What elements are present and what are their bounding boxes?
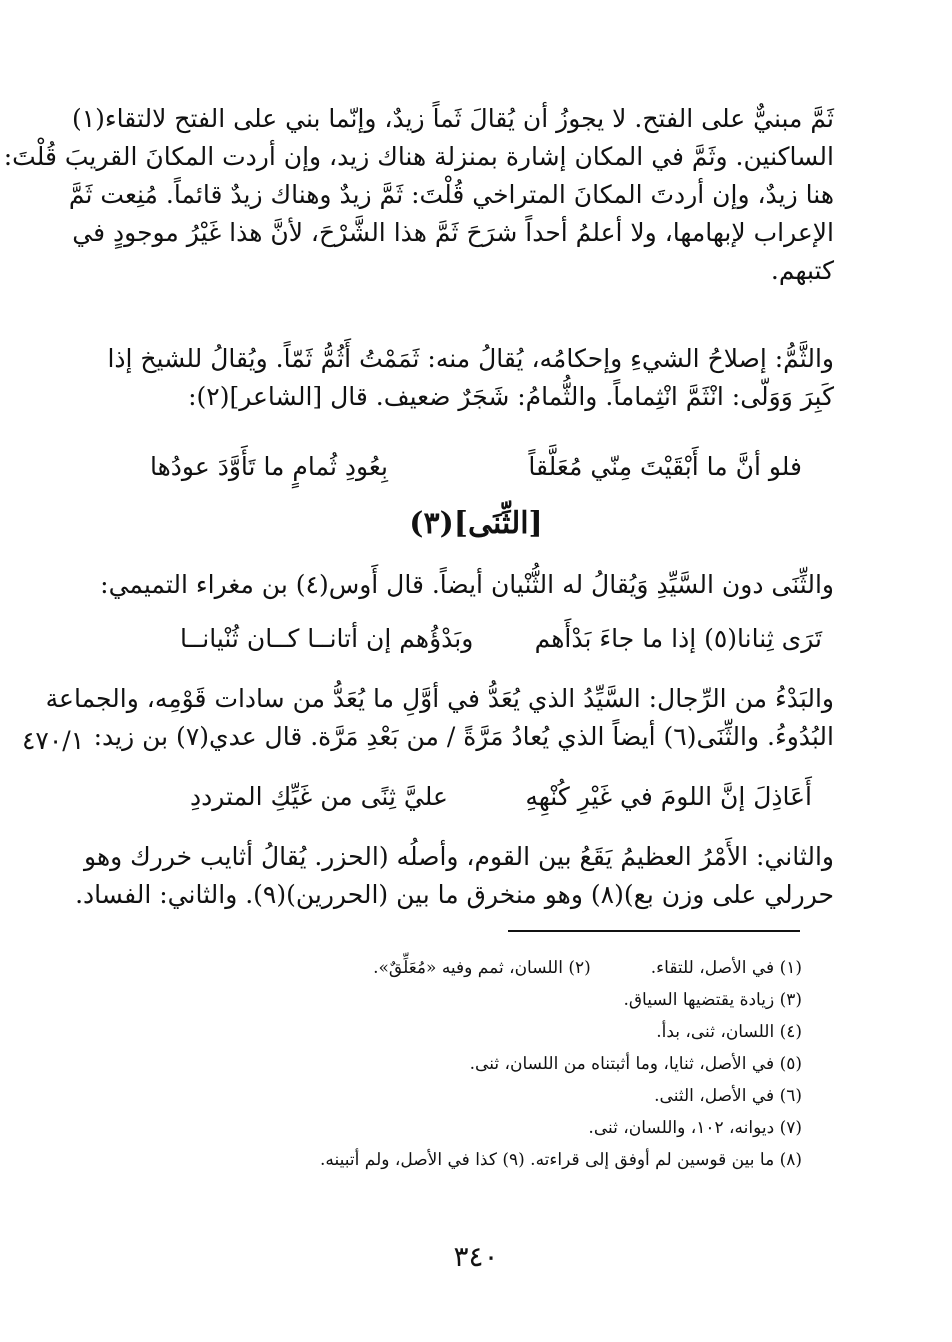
- footnote-line: [152, 1048, 802, 1080]
- paragraph-2: [107, 340, 834, 416]
- paragraph-1: [3, 100, 834, 290]
- verse-hemistich-first: أَعَاذِلَ إنَّ اللومَ في غَيْرِ كُنْهِهِ: [525, 782, 812, 811]
- verse-2: [180, 620, 822, 658]
- text-line: هنا زيدٌ، وإن أردتَ المكانَ المتراخي قُلْتَ: ثَمَّ زيدٌ وهناك زيدٌ قائماً. مُنِعت ثَمَّ: [68, 180, 834, 209]
- margin-reference: ٤٧٠/١: [22, 726, 85, 755]
- footnote: (١) في الأصل، للتقاء.: [650, 958, 802, 978]
- footnote-line: [152, 1016, 802, 1048]
- text-line: والبَدْءُ من الرِّجال: السَّيِّدُ الذي يُعَدُّ في أوَّلِ ما يُعَدُّ من سادات قَوْمِه، والجماعة: [45, 684, 834, 713]
- page-number: ٣٤٠: [453, 1240, 499, 1273]
- verse-hemistich-second: بِعُودِ ثُمامٍ ما تَأَوَّدَ عودُها: [150, 452, 388, 481]
- text-line: كَبِرَ وَوَلّى: انْثَمَّ انْثِماماً. والثُّمامُ: شَجَرٌ ضعيف. قال [الشاعر](٢):: [188, 382, 834, 411]
- text-line: والثَّمُّ: إصلاحُ الشيءِ وإحكامُه، يُقالُ منه: ثَمَمْتُ أَثُمُّ ثَمّاً. ويُقالُ للشيخ إذا: [107, 344, 834, 373]
- footnote-divider: [508, 930, 800, 932]
- footnote: (٦) في الأصل، الثنى.: [654, 1086, 802, 1106]
- footnote: (٧) ديوانه، ١٠٢، واللسان، ثنى.: [588, 1118, 802, 1138]
- footnote-line: [152, 1112, 802, 1144]
- verse-hemistich-second: وبَدْؤُهم إن أتانــا كــان ثُنْيانــا: [180, 624, 474, 653]
- text-line: حررلي على وزن بع)(٨) وهو منخرق ما بين (الحررين)(٩). والثاني: الفساد.: [75, 880, 834, 909]
- footnote: (٥) في الأصل، ثنايا، وما أثبتناه من اللسان، ثنى.: [469, 1054, 802, 1074]
- footnote: (٤) اللسان، ثنى، بدأ.: [656, 1022, 802, 1042]
- text-line: والثِّنَى دون السَّيِّدِ وَيُقالُ له الثُّنْيان أيضاً. قال أَوس(٤) بن مغراء التميمي:: [100, 570, 834, 599]
- footnote: (٢) اللسان، ثمم وفيه «مُعَلِّقٌ».: [373, 958, 591, 978]
- text-line: كتبهم.: [770, 256, 834, 285]
- footnote-line: [152, 1144, 802, 1176]
- footnote-line: [152, 952, 802, 984]
- verse-hemistich-first: فلو أنَّ ما أَبْقَيْتَ مِنّي مُعَلَّقاً: [528, 452, 802, 481]
- text-line: والثاني: الأَمْرُ العظيمُ يَقَعُ بين القوم، وأصلُه (الحزر. يُقالُ أثايب خررك وهو: [84, 842, 834, 871]
- text-line: الإعراب لإبهامها، ولا أعلمُ أحداً شرَحَ ثَمَّ هذا الشَّرْحَ، لأنَّ هذا غَيْرُ موجودٍ في: [72, 218, 834, 247]
- footnote-line: [152, 1080, 802, 1112]
- verse-3: [190, 778, 812, 816]
- verse-1: [150, 448, 802, 486]
- footnote-line: [152, 984, 802, 1016]
- paragraph-3: [100, 566, 834, 604]
- text-line: ثَمَّ مبنيٌّ على الفتح. لا يجوزُ أن يُقالَ ثَماً زيدٌ، وإنّما بني على الفتح لالتقاء(١): [71, 104, 834, 133]
- text-line: الساكنين. وثَمَّ في المكان إشارة بمنزلة هناك زيد، وإن أردت المكانَ القريبَ قُلْتَ:: [3, 142, 834, 171]
- verse-hemistich-second: عليَّ ثِنًى من غَيِّكِ المترددِ: [190, 782, 448, 811]
- verse-hemistich-first: تَرَى ثِنانا(٥) إذا ما جاءَ بَدْأَهم: [534, 624, 822, 653]
- footnote: (٨) ما بين قوسين لم أوفق إلى قراءته. (٩) كذا في الأصل، ولم أتبينه.: [320, 1150, 802, 1170]
- paragraph-5: [75, 838, 834, 914]
- section-heading: [الثِّنَى](٣): [409, 506, 543, 541]
- text-line: البُدُوءُ. والثِّنَى(٦) أيضاً الذي يُعادُ مَرَّةً / من بَعْدِ مَرَّة. قال عدي(٧) بن زيد:: [93, 722, 834, 751]
- footnote: (٣) زيادة يقتضيها السياق.: [623, 990, 802, 1010]
- footnotes: [152, 952, 802, 1176]
